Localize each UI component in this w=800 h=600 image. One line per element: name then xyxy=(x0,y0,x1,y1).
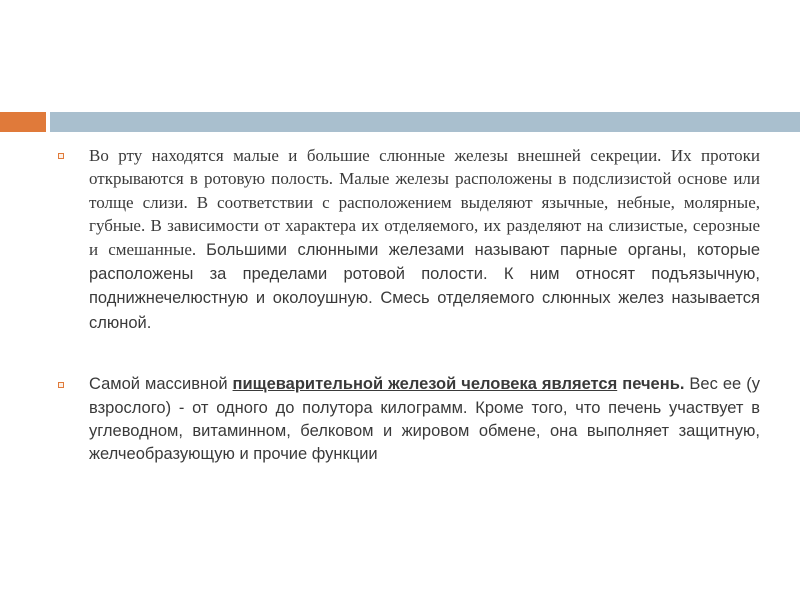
paragraph-liver-bold-word: печень. xyxy=(622,375,685,394)
header-accent-bar-orange xyxy=(0,112,46,132)
square-bullet-icon xyxy=(58,153,64,159)
header-accent-bar-blue xyxy=(50,112,800,132)
paragraph-liver-highlight: пищеварительной железой человека является xyxy=(232,375,618,394)
paragraph-liver-rest: Вес ее (у взрослого) - от одного до полутора килограмм. Кроме того, что печень участвует в углеводном, витаминном, белковом и жировом обмене, она выполняет защитную, желчеобразующую и прочие функции xyxy=(89,375,760,464)
square-bullet-icon xyxy=(58,382,64,388)
slide-content xyxy=(58,144,760,467)
paragraph-liver xyxy=(58,373,760,467)
paragraph-salivary-glands-sans-text: Большими слюнными железами называют парные органы, которые расположены за пределами ротовой полости. К ним относят подъязычную, поднижнечелюстную и околоушную. Смесь отделяемого слюнных желез называется слюной. xyxy=(89,240,761,332)
paragraph-salivary-glands-serif-text: Во рту находятся малые и большие слюнные железы внешней секреции. Их протоки открываются в ротовую полость. Малые железы расположены в подслизистой основе или толще слизи. В соответствии с расположением выделяют язычные, небные, молярные, губные. В зависимости от характера их отделяемого, их разделяют на слизистые, серозные и смешанные. xyxy=(89,146,760,259)
paragraph-salivary-glands xyxy=(58,144,760,335)
paragraph-liver-lead: Самой массивной xyxy=(89,375,233,394)
